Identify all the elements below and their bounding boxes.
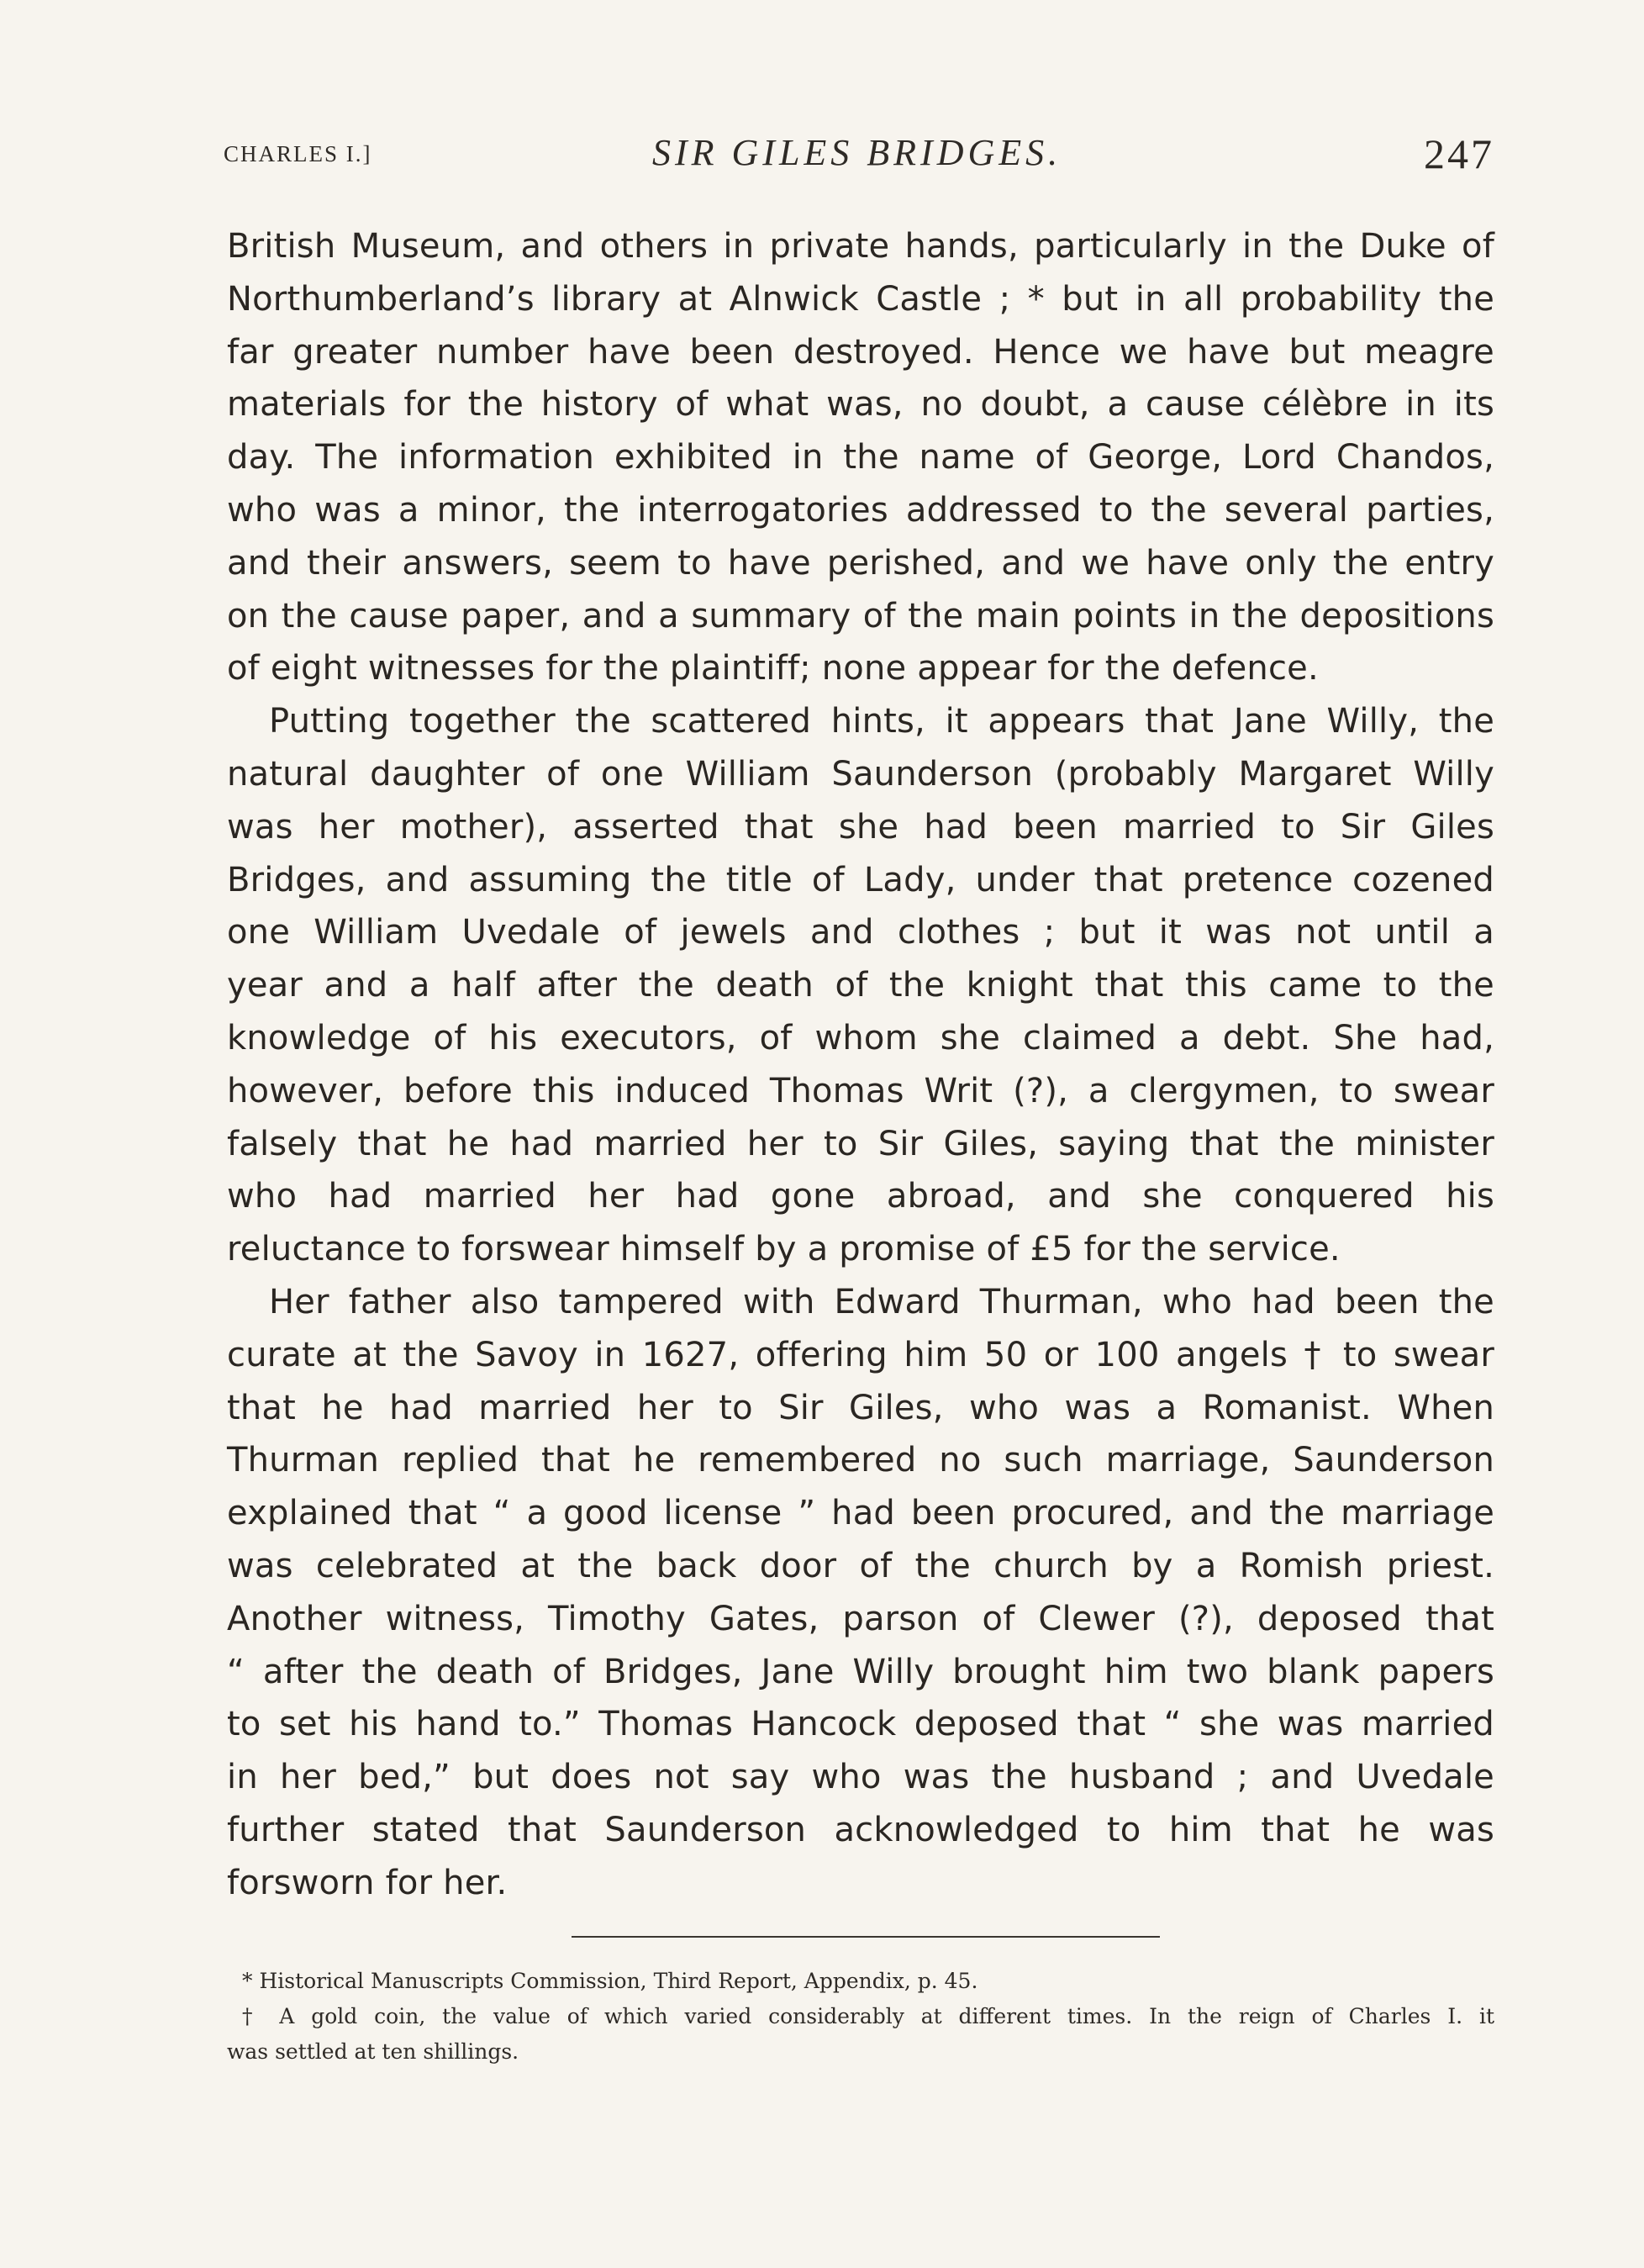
body-text <box>227 220 1494 1910</box>
text-line: Thurman replied that he remembered no such marriage, Saunderson <box>227 1441 1494 1480</box>
footnote-2: † A gold coin, the value of which varied considerably at different times. In the reign of Charles I. it <box>242 2004 1494 2028</box>
text-line: day. The information exhibited in the name of George, Lord Chandos, <box>227 438 1494 477</box>
text-line: further stated that Saunderson acknowledged to him that he was <box>227 1810 1494 1849</box>
text-line: in her bed,” but does not say who was the husband ; and Uvedale <box>227 1758 1494 1797</box>
text-line: to set his hand to.” Thomas Hancock deposed that “ she was married <box>227 1705 1494 1744</box>
text-line: Putting together the scattered hints, it appears that Jane Willy, the <box>269 702 1494 741</box>
text-line: explained that “ a good license ” had been procured, and the marriage <box>227 1494 1494 1533</box>
running-head <box>224 126 1494 185</box>
text-line: British Museum, and others in private hands, particularly in the Duke of <box>227 227 1494 266</box>
text-line: reluctance to forswear himself by a promise of £5 for the service. <box>227 1230 1341 1269</box>
text-line: “ after the death of Bridges, Jane Willy brought him two blank papers <box>227 1652 1494 1691</box>
page-number: 247 <box>1424 130 1494 177</box>
text-line: who was a minor, the interrogatories addressed to the several parties, <box>227 490 1494 530</box>
text-line: that he had married her to Sir Giles, who was a Romanist. When <box>227 1388 1494 1427</box>
text-line: who had married her had gone abroad, and she conquered his <box>227 1177 1494 1216</box>
text-line: far greater number have been destroyed. Hence we have but meagre <box>227 332 1494 372</box>
header-chapter-title: SIR GILES BRIDGES. <box>652 132 1062 173</box>
text-line: Northumberland’s library at Alnwick Castle ; * but in all probability the <box>227 279 1494 319</box>
text-line: curate at the Savoy in 1627, offering him 50 or 100 angels † to swear <box>227 1335 1494 1374</box>
text-line: was celebrated at the back door of the church by a Romish priest. <box>227 1546 1494 1585</box>
footnote-2-continuation: was settled at ten shillings. <box>227 2039 519 2064</box>
text-line: one William Uvedale of jewels and clothes ; but it was not until a <box>227 913 1494 952</box>
text-line: Her father also tampered with Edward Thurman, who had been the <box>269 1282 1494 1321</box>
footnote-divider <box>572 1936 1160 1938</box>
text-line: falsely that he had married her to Sir Giles, saying that the minister <box>227 1124 1494 1163</box>
text-line: knowledge of his executors, of whom she claimed a debt. She had, <box>227 1018 1494 1058</box>
text-line: of eight witnesses for the plaintiff; none appear for the defence. <box>227 649 1319 688</box>
footnote-1: * Historical Manuscripts Commission, Third Report, Appendix, p. 45. <box>242 1969 978 1993</box>
footnotes <box>227 1964 1494 2070</box>
text-line: was her mother), asserted that she had been married to Sir Giles <box>227 807 1494 847</box>
text-line: forsworn for her. <box>227 1863 508 1902</box>
text-line: natural daughter of one William Saunderson (probably Margaret Willy <box>227 754 1494 794</box>
text-line: materials for the history of what was, no doubt, a cause célèbre in its <box>227 385 1494 425</box>
text-line: Bridges, and assuming the title of Lady, under that pretence cozened <box>227 860 1494 899</box>
text-line: however, before this induced Thomas Writ (?), a clergymen, to swear <box>227 1071 1494 1110</box>
text-line: on the cause paper, and a summary of the main points in the depositions <box>227 596 1494 636</box>
text-line: and their answers, seem to have perished, and we have only the entry <box>227 543 1494 583</box>
header-section-label: CHARLES I.] <box>224 141 372 166</box>
text-line: year and a half after the death of the knight that this came to the <box>227 966 1494 1005</box>
text-line: Another witness, Timothy Gates, parson of Clewer (?), deposed that <box>227 1599 1494 1638</box>
